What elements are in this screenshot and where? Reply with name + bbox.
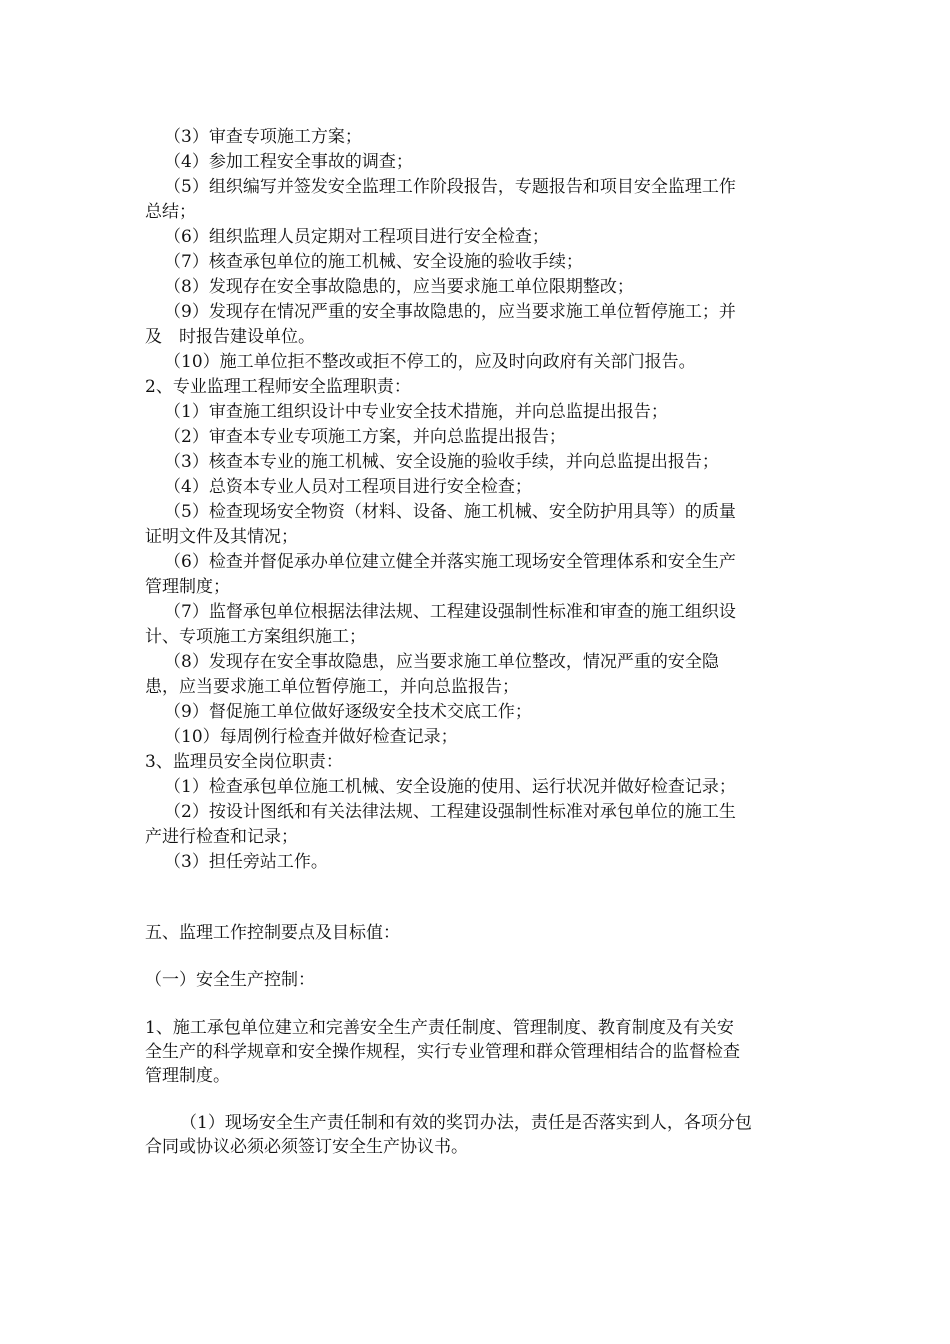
text-line: 管理制度； [145,577,230,597]
text-line: （9）发现存在情况严重的安全事故隐患的，应当要求施工单位暂停施工；并 [164,302,736,322]
text-line: （4）参加工程安全事故的调查； [164,152,413,172]
text-line: （4）总资本专业人员对工程项目进行安全检查； [164,477,532,497]
text-line: （8）发现存在安全事故隐患的，应当要求施工单位限期整改； [164,277,634,297]
text-line: （10）施工单位拒不整改或拒不停工的，应及时向政府有关部门报告。 [164,352,696,372]
text-line: （7）监督承包单位根据法律法规、工程建设强制性标准和审查的施工组织设 [164,602,736,622]
text-line: 证明文件及其情况； [145,527,298,547]
text-line: （2）按设计图纸和有关法律法规、工程建设强制性标准对承包单位的施工生 [164,802,736,822]
text-line: 产进行检查和记录； [145,827,298,847]
text-line: 管理制度。 [145,1066,230,1086]
text-line: （3）担任旁站工作。 [164,852,328,872]
text-line: （1）审查施工组织设计中专业安全技术措施，并向总监提出报告； [164,402,668,422]
text-line: （5）检查现场安全物资（材料、设备、施工机械、安全防护用具等）的质量 [164,502,736,522]
text-line: 合同或协议必须必须签订安全生产协议书。 [145,1137,468,1157]
text-line: 全生产的科学规章和安全操作规程，实行专业管理和群众管理相结合的监督检查 [145,1042,740,1062]
section-heading: 3、监理员安全岗位职责： [145,752,343,772]
text-line: 总结； [145,202,196,222]
text-line: 及 时报告建设单位。 [145,327,315,347]
text-line: （9）督促施工单位做好逐级安全技术交底工作； [164,702,532,722]
text-line: （3）核查本专业的施工机械、安全设施的验收手续，并向总监提出报告； [164,452,719,472]
text-line: （2）审查本专业专项施工方案，并向总监提出报告； [164,427,566,447]
text-line: （8）发现存在安全事故隐患，应当要求施工单位整改，情况严重的安全隐 [164,652,719,672]
chapter-heading: 五、监理工作控制要点及目标值： [145,923,400,943]
text-line: 计、专项施工方案组织施工； [145,627,366,647]
text-line: （6）组织监理人员定期对工程项目进行安全检查； [164,227,549,247]
text-line: （3）审查专项施工方案； [164,127,362,147]
section-heading: 2、专业监理工程师安全监理职责： [145,377,411,397]
text-line: （1）现场安全生产责任制和有效的奖罚办法，责任是否落实到人，各项分包 [180,1113,752,1133]
text-line: 患，应当要求施工单位暂停施工，并向总监报告； [145,677,519,697]
text-line: 1、施工承包单位建立和完善安全生产责任制度、管理制度、教育制度及有关安 [145,1018,734,1038]
text-line: （5）组织编写并签发安全监理工作阶段报告，专题报告和项目安全监理工作 [164,177,736,197]
text-line: （1）检查承包单位施工机械、安全设施的使用、运行状况并做好检查记录； [164,777,736,797]
text-line: （7）核查承包单位的施工机械、安全设施的验收手续； [164,252,583,272]
subsection-heading: （一）安全生产控制： [145,970,315,990]
text-line: （10）每周例行检查并做好检查记录； [164,727,458,747]
text-line: （6）检查并督促承办单位建立健全并落实施工现场安全管理体系和安全生产 [164,552,736,572]
